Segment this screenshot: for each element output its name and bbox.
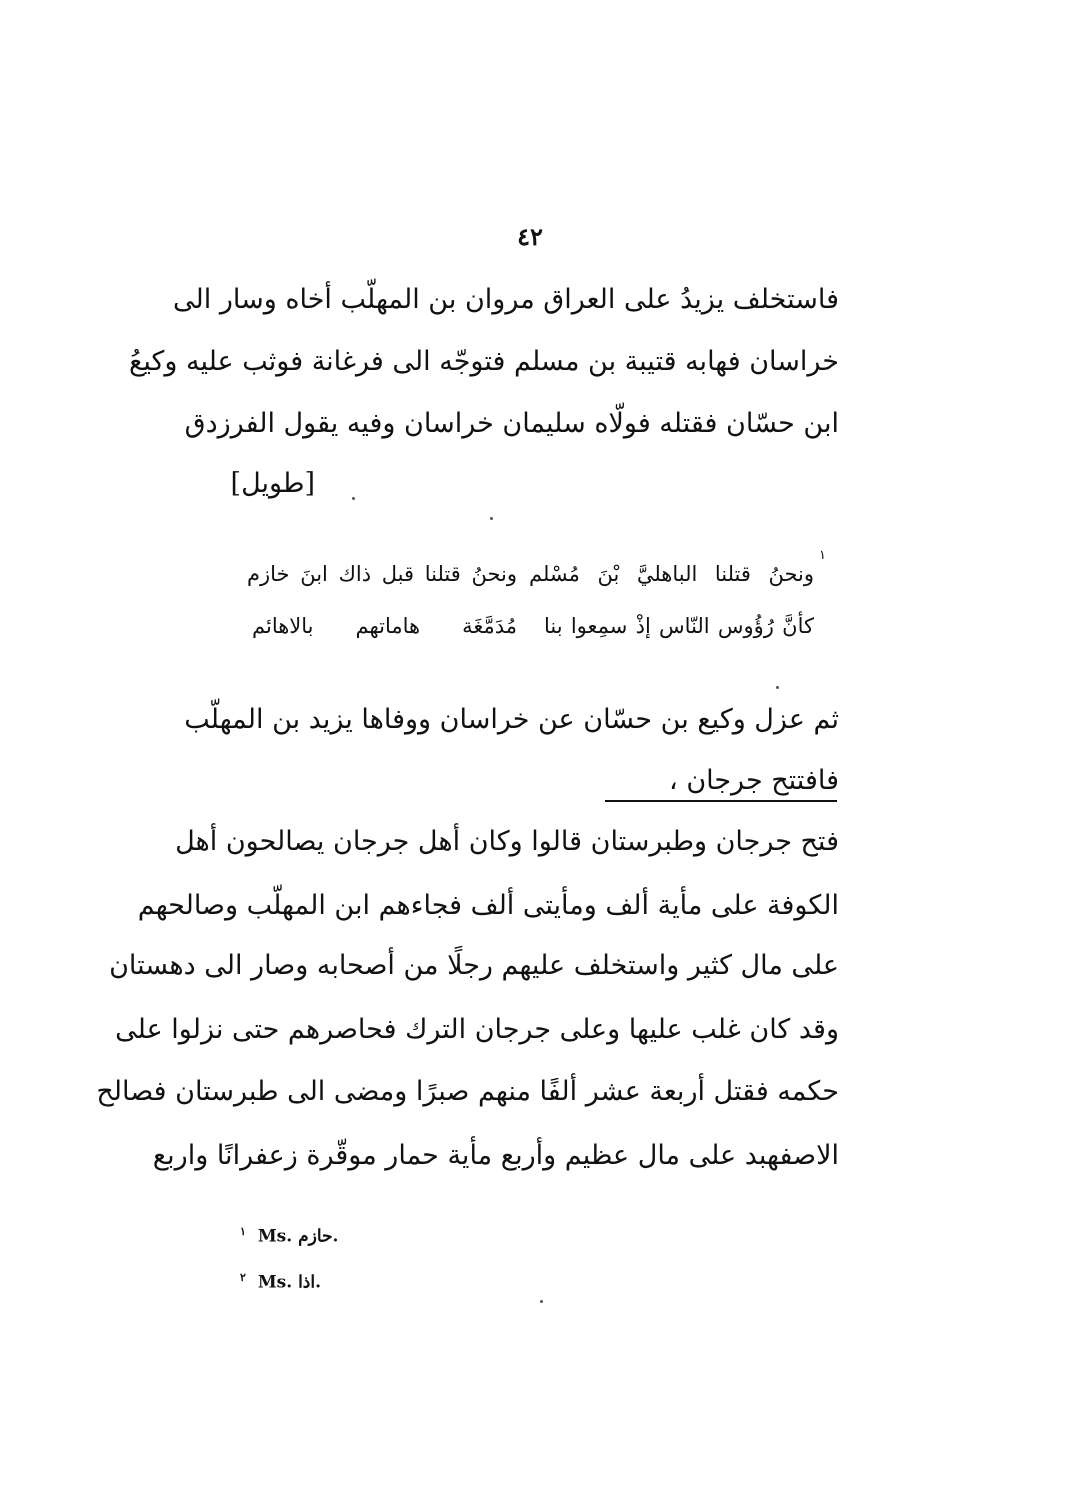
footnote-text: Ms. حازم.: [257, 1226, 339, 1247]
meter-label: [طويل]: [230, 468, 315, 499]
scan-speck: [540, 1300, 543, 1303]
verse-hemistich-first: ونحنُ قتلنا الباهليَّ بْنَ مُسْلم: [529, 562, 814, 586]
text-line: وقد كان غلب عليها وعلى جرجان الترك فحاصرهم حتى نزلوا على: [115, 1014, 839, 1045]
scan-speck: [776, 686, 779, 689]
scan-speck: [352, 497, 355, 500]
text-line: فاستخلف يزيدُ على العراق مروان بن المهلّب أخاه وسار الى: [173, 284, 839, 315]
page-number: ٤٢: [517, 222, 543, 251]
text-line: حكمه فقتل أربعة عشر ألفًا منهم صبرًا ومضى الى طبرستان فصالح: [96, 1076, 839, 1107]
verse-hemistich-second: ونحنُ قتلنا قبل ذاك ابنَ خازم: [247, 562, 517, 586]
text-line: الاصفهبد على مال عظيم وأربع مأية حمار موقّرة زعفرانًا واربع: [152, 1140, 839, 1171]
verse-hemistich-second: مُدَمَّغَة هاماتهم بالاهائم: [252, 614, 517, 638]
footnote-text: Ms. اذا.: [257, 1272, 322, 1293]
footnote-number: ١: [240, 1225, 246, 1238]
text-line: ثم عزل وكيع بن حسّان عن خراسان ووفاها يزيد بن المهلّب: [184, 704, 839, 735]
scan-speck: [490, 517, 493, 520]
footnote: [240, 1271, 321, 1293]
verse-hemistich-first: كأنَّ رُؤُوس النّاس إذْ سمِعوا بنا: [544, 614, 814, 638]
footnote: [240, 1225, 338, 1247]
footnote-marker: ١: [819, 548, 826, 563]
section-rule: [605, 800, 837, 802]
footnote-number: ٢: [240, 1271, 246, 1284]
text-line: على مال كثير واستخلف عليهم رجلًا من أصحابه وصار الى دهستان: [109, 950, 839, 981]
text-line: فتح جرجان وطبرستان قالوا وكان أهل جرجان يصالحون أهل: [175, 826, 839, 857]
text-line: ابن حسّان فقتله فولّاه سليمان خراسان وفيه يقول الفرزدق: [184, 408, 839, 439]
text-line: خراسان فهابه قتيبة بن مسلم فتوجّه الى فرغانة فوثب عليه وكيعُ: [128, 346, 839, 377]
text-line: الكوفة على مأية ألف ومأيتى ألف فجاءهم ابن المهلّب وصالحهم: [137, 890, 839, 921]
section-heading: فافتتح جرجان ،: [669, 765, 839, 796]
